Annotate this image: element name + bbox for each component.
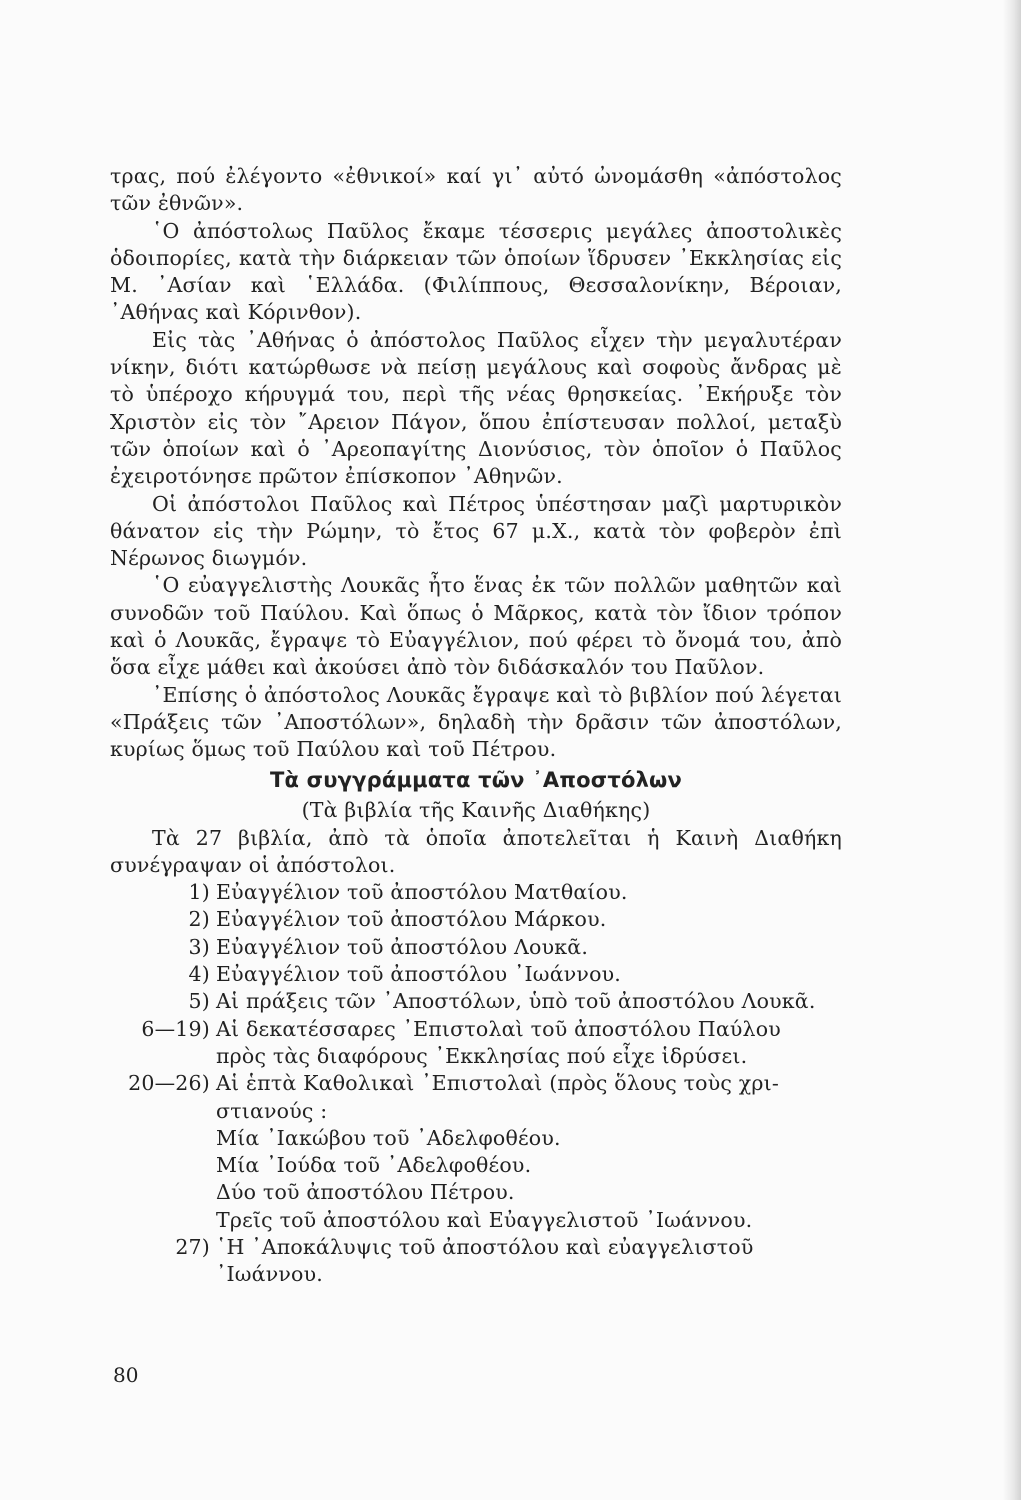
paragraph-athens: Εἰς τὰς ᾽Αθήνας ὁ ἀπόστολος Παῦλος εἶχεν τὴν μεγαλυτέραν νίκην, διότι κατώρθωσε νὰ πείσῃ μεγάλους καὶ σοφοὺς ἄνδρας μὲ τὸ ὑπέροχο κήρυγμά του, περὶ τῆς νέας θρησκείας. ᾽Εκήρυξε τὸν Χριστὸν εἰς τὸν ῎Αρειον Πάγον, ὅπου ἐπίστευσαν πολλοί, μεταξὺ τῶν ὁποίων καὶ ὁ ᾽Αρεοπαγίτης Διονύσιος, τὸν ὁποῖον ὁ Παῦλος ἐχειροτόνησε πρῶτον ἐπίσκοπον ᾽Αθηνῶν. [110,327,842,489]
paragraph-acts: ᾽Επίσης ὁ ἀπόστολος Λουκᾶς ἔγραψε καὶ τὸ βιβλίον πού λέγεται «Πράξεις τῶν ᾽Αποστόλων», δηλαδὴ τὴν δρᾶσιν τῶν ἀποστόλων, κυρίως ὅμως τοῦ Παύλου καὶ τοῦ Πέτρου. [110,682,842,762]
list-item-text [216,1070,842,1234]
list-item-line: ᾽Ιωάννου. [216,1262,323,1287]
section-title: Τὰ συγγράμματα τῶν ᾽Αποστόλων [269,767,683,792]
list-item-line: πρὸς τὰς διαφόρους ᾽Εκκλησίας πού εἶχε ἱδρύσει. [216,1043,748,1068]
list-item-line: Αἱ ἑπτὰ Καθολικαὶ ᾽Επιστολαὶ (πρὸς ὅλους τοὺς χρι- [216,1071,779,1096]
section-subtitle: (Τὰ βιβλία τῆς Καινῆς Διαθήκης) [301,797,651,822]
section-intro: Τὰ 27 βιβλία, ἀπὸ τὰ ὁποῖα ἀποτελεῖται ἡ Καινὴ Διαθήκη συνέγραψαν οἱ ἀπόστολοι. [110,825,842,877]
list-item [110,934,842,961]
list-item-text [216,906,842,933]
list-item-line: Μία ᾽Ιούδα τοῦ ᾽Αδελφοθέου. [216,1153,532,1178]
page-content [110,163,842,1289]
list-item-number: 6—19) [141,1016,210,1041]
list-item-number: 5) [188,989,210,1014]
list-item-line: στιανούς : [216,1098,328,1123]
book-list [110,879,842,1288]
paragraph-martyrdom: Οἱ ἀπόστολοι Παῦλος καὶ Πέτρος ὑπέστησαν μαζὶ μαρτυρικὸν θάνατον εἰς τὴν Ρώμην, τὸ ἔτος 67 μ.Χ., κατὰ τὸν φοβερὸν ἐπὶ Νέρωνος διωγμόν. [110,491,842,571]
list-item [110,906,842,933]
list-item-line: Αἱ δεκατέσσαρες ᾽Επιστολαὶ τοῦ ἀποστόλου Παύλου [216,1016,781,1041]
list-item-text [216,879,842,906]
list-item-line: Εὐαγγέλιον τοῦ ἀποστόλου ᾽Ιωάννου. [216,962,622,987]
page-number: 80 [113,1363,139,1387]
list-item-line: Δύο τοῦ ἀποστόλου Πέτρου. [216,1180,515,1205]
list-item-number: 27) [175,1234,210,1259]
list-item-line: Μία ᾽Ιακώβου τοῦ ᾽Αδελφοθέου. [216,1125,561,1150]
list-item-number: 4) [188,962,210,987]
list-item-line: ῾Η ᾽Αποκάλυψις τοῦ ἀποστόλου καὶ εὐαγγελιστοῦ [216,1234,754,1259]
list-item [110,879,842,906]
paragraph-luke: ῾Ο εὐαγγελιστὴς Λουκᾶς ἦτο ἕνας ἐκ τῶν πολλῶν μαθητῶν καὶ συνοδῶν τοῦ Παύλου. Καὶ ὅπως ὁ Μᾶρκος, κατὰ τὸν ἴδιον τρόπον καὶ ὁ Λουκᾶς, ἔγραψε τὸ Εὐαγγέλιον, πού φέρει τὸ ὄνομά του, ἀπὸ ὅσα εἶχε μάθει καὶ ἀκούσει ἀπὸ τὸν διδάσκαλόν του Παῦλον. [110,573,842,680]
list-item-number: 2) [188,907,210,932]
list-item [110,1234,842,1289]
list-item-line: Τρεῖς τοῦ ἀποστόλου καὶ Εὐαγγελιστοῦ ᾽Ιωάννου. [216,1207,753,1232]
page-edge-shadow [1003,0,1021,1500]
list-item [110,1070,842,1234]
list-item [110,961,842,988]
list-item-text [216,1234,842,1289]
list-item-text [216,1016,842,1071]
list-item-line: Εὐαγγέλιον τοῦ ἀποστόλου Ματθαίου. [216,880,628,905]
list-item-number: 1) [188,880,210,905]
list-item-line: Εὐαγγέλιον τοῦ ἀποστόλου Λουκᾶ. [216,934,589,959]
list-item [110,1016,842,1071]
list-item-text [216,934,842,961]
list-item [110,988,842,1015]
list-item-line: Εὐαγγέλιον τοῦ ἀποστόλου Μάρκου. [216,907,607,932]
list-item-text [216,961,842,988]
list-item-number: 20—26) [128,1071,210,1096]
list-item-line: Αἱ πράξεις τῶν ᾽Αποστόλων, ὑπὸ τοῦ ἀποστόλου Λουκᾶ. [216,989,816,1014]
list-item-number: 3) [188,934,210,959]
paragraph-continuation: τρας, πού ἐλέγοντο «ἐθνικοί» καί γι᾽ αὐτό ὠνομάσθη «ἀπόστολος τῶν ἐθνῶν». [110,164,842,216]
paragraph-journeys: ῾Ο ἀπόστολως Παῦλος ἔκαμε τέσσερις μεγάλες ἀποστολικὲς ὁδοιπορίες, κατὰ τὴν διάρκειαν τῶν ὁποίων ἵδρυσεν ᾽Εκκλησίας εἰς Μ. ᾽Ασίαν καὶ ῾Ελλάδα. (Φιλίππους, Θεσσαλονίκην, Βέροιαν, ᾽Αθήνας καὶ Κόρινθον). [110,218,842,325]
list-item-text [216,988,842,1015]
